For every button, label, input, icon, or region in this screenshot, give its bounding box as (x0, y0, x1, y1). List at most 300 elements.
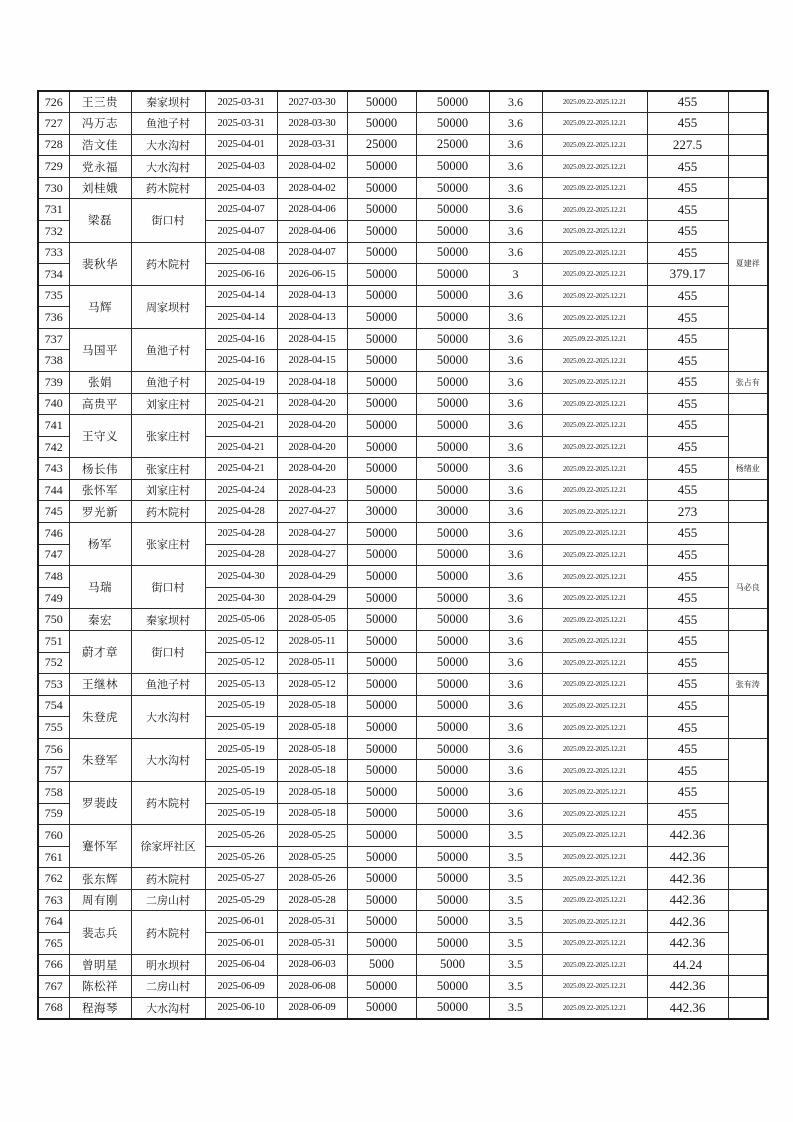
cell-end-date: 2028-05-11 (277, 652, 347, 674)
cell-village: 鱼池子村 (131, 372, 205, 394)
cell-loan-balance: 50000 (416, 976, 489, 998)
cell-seq: 744 (38, 479, 69, 501)
cell-end-date: 2028-04-27 (277, 544, 347, 566)
table-row (38, 825, 768, 847)
cell-loan-balance: 50000 (416, 156, 489, 178)
cell-seq: 735 (38, 285, 69, 307)
table-row (38, 328, 768, 350)
cell-loan-amount: 50000 (347, 350, 416, 372)
cell-seq: 768 (38, 997, 69, 1019)
cell-interest-amount: 455 (647, 350, 728, 372)
cell-seq: 740 (38, 393, 69, 415)
cell-end-date: 2028-04-02 (277, 177, 347, 199)
cell-village: 明水坝村 (131, 954, 205, 976)
cell-end-date: 2028-05-31 (277, 933, 347, 955)
cell-interest-period: 2025.09.22-2025.12.21 (542, 285, 647, 307)
cell-loan-balance: 50000 (416, 544, 489, 566)
cell-note (728, 997, 768, 1019)
cell-loan-amount: 50000 (347, 760, 416, 782)
cell-interest-amount: 442.36 (647, 868, 728, 890)
cell-start-date: 2025-04-03 (205, 156, 277, 178)
cell-interest-period: 2025.09.22-2025.12.21 (542, 220, 647, 242)
cell-loan-balance: 50000 (416, 285, 489, 307)
cell-note: 杨绪业 (728, 458, 768, 480)
cell-rate: 3.5 (489, 976, 542, 998)
cell-start-date: 2025-06-01 (205, 933, 277, 955)
table-row (38, 156, 768, 178)
cell-loan-balance: 50000 (416, 177, 489, 199)
cell-interest-amount: 44.24 (647, 954, 728, 976)
cell-rate: 3 (489, 264, 542, 286)
cell-village: 药木院村 (131, 177, 205, 199)
loan-record-table (37, 90, 769, 1020)
cell-interest-amount: 455 (647, 177, 728, 199)
cell-loan-amount: 30000 (347, 501, 416, 523)
cell-start-date: 2025-04-07 (205, 199, 277, 221)
cell-loan-amount: 50000 (347, 976, 416, 998)
cell-end-date: 2028-04-27 (277, 523, 347, 545)
cell-seq: 737 (38, 328, 69, 350)
cell-rate: 3.6 (489, 328, 542, 350)
cell-seq: 734 (38, 264, 69, 286)
cell-interest-amount: 455 (647, 479, 728, 501)
cell-note (728, 91, 768, 113)
cell-loan-balance: 50000 (416, 652, 489, 674)
cell-rate: 3.6 (489, 91, 542, 113)
cell-loan-balance: 50000 (416, 328, 489, 350)
cell-start-date: 2025-05-06 (205, 609, 277, 631)
table-row (38, 630, 768, 652)
cell-loan-amount: 50000 (347, 997, 416, 1019)
cell-loan-amount: 5000 (347, 954, 416, 976)
cell-start-date: 2025-06-10 (205, 997, 277, 1019)
table-row (38, 458, 768, 480)
table-row (38, 177, 768, 199)
cell-loan-amount: 50000 (347, 803, 416, 825)
cell-start-date: 2025-03-31 (205, 113, 277, 135)
cell-rate: 3.5 (489, 825, 542, 847)
cell-end-date: 2028-03-31 (277, 134, 347, 156)
cell-interest-amount: 455 (647, 436, 728, 458)
cell-loan-balance: 50000 (416, 393, 489, 415)
cell-note (728, 177, 768, 199)
cell-end-date: 2028-04-20 (277, 458, 347, 480)
cell-loan-balance: 50000 (416, 587, 489, 609)
cell-name: 党永福 (69, 156, 131, 178)
cell-interest-period: 2025.09.22-2025.12.21 (542, 91, 647, 113)
cell-rate: 3.6 (489, 436, 542, 458)
cell-rate: 3.6 (489, 220, 542, 242)
cell-note (728, 113, 768, 135)
cell-start-date: 2025-04-14 (205, 307, 277, 329)
cell-village: 大水沟村 (131, 997, 205, 1019)
cell-seq: 767 (38, 976, 69, 998)
cell-rate: 3.5 (489, 997, 542, 1019)
cell-note (728, 285, 768, 328)
cell-loan-balance: 50000 (416, 199, 489, 221)
cell-interest-period: 2025.09.22-2025.12.21 (542, 997, 647, 1019)
cell-note (728, 415, 768, 458)
cell-loan-amount: 50000 (347, 782, 416, 804)
cell-start-date: 2025-05-19 (205, 782, 277, 804)
cell-interest-period: 2025.09.22-2025.12.21 (542, 479, 647, 501)
cell-loan-balance: 50000 (416, 523, 489, 545)
cell-interest-amount: 379.17 (647, 264, 728, 286)
cell-interest-period: 2025.09.22-2025.12.21 (542, 674, 647, 696)
cell-interest-period: 2025.09.22-2025.12.21 (542, 199, 647, 221)
cell-end-date: 2028-04-20 (277, 393, 347, 415)
cell-seq: 762 (38, 868, 69, 890)
cell-interest-amount: 442.36 (647, 889, 728, 911)
cell-village: 鱼池子村 (131, 113, 205, 135)
cell-end-date: 2028-04-23 (277, 479, 347, 501)
cell-village: 药木院村 (131, 911, 205, 954)
cell-village: 大水沟村 (131, 156, 205, 178)
cell-interest-amount: 455 (647, 630, 728, 652)
cell-interest-period: 2025.09.22-2025.12.21 (542, 587, 647, 609)
cell-interest-period: 2025.09.22-2025.12.21 (542, 156, 647, 178)
cell-note (728, 523, 768, 566)
cell-interest-period: 2025.09.22-2025.12.21 (542, 113, 647, 135)
cell-end-date: 2026-06-15 (277, 264, 347, 286)
cell-rate: 3.6 (489, 134, 542, 156)
cell-name: 王继林 (69, 674, 131, 696)
cell-note (728, 609, 768, 631)
cell-loan-amount: 50000 (347, 738, 416, 760)
cell-loan-amount: 50000 (347, 264, 416, 286)
cell-note (728, 695, 768, 738)
cell-loan-amount: 50000 (347, 566, 416, 588)
table-row (38, 997, 768, 1019)
cell-interest-period: 2025.09.22-2025.12.21 (542, 868, 647, 890)
cell-end-date: 2028-04-20 (277, 415, 347, 437)
cell-interest-period: 2025.09.22-2025.12.21 (542, 458, 647, 480)
table-row (38, 134, 768, 156)
cell-loan-amount: 50000 (347, 156, 416, 178)
cell-village: 街口村 (131, 199, 205, 242)
cell-end-date: 2028-06-09 (277, 997, 347, 1019)
cell-rate: 3.5 (489, 868, 542, 890)
cell-end-date: 2028-04-20 (277, 436, 347, 458)
cell-seq: 748 (38, 566, 69, 588)
cell-loan-balance: 30000 (416, 501, 489, 523)
cell-loan-balance: 5000 (416, 954, 489, 976)
cell-loan-balance: 50000 (416, 738, 489, 760)
cell-loan-balance: 50000 (416, 695, 489, 717)
cell-rate: 3.6 (489, 587, 542, 609)
cell-end-date: 2028-04-06 (277, 199, 347, 221)
cell-loan-amount: 50000 (347, 889, 416, 911)
cell-village: 大水沟村 (131, 695, 205, 738)
cell-start-date: 2025-04-03 (205, 177, 277, 199)
cell-name: 朱登虎 (69, 695, 131, 738)
cell-seq: 764 (38, 911, 69, 933)
cell-loan-balance: 50000 (416, 717, 489, 739)
cell-loan-balance: 50000 (416, 113, 489, 135)
cell-rate: 3.6 (489, 415, 542, 437)
cell-name: 陈松祥 (69, 976, 131, 998)
cell-seq: 766 (38, 954, 69, 976)
cell-note (728, 976, 768, 998)
cell-loan-balance: 50000 (416, 372, 489, 394)
cell-village: 刘家庄村 (131, 479, 205, 501)
cell-start-date: 2025-06-09 (205, 976, 277, 998)
cell-loan-balance: 50000 (416, 868, 489, 890)
cell-seq: 726 (38, 91, 69, 113)
cell-note (728, 738, 768, 781)
cell-interest-amount: 455 (647, 717, 728, 739)
cell-interest-period: 2025.09.22-2025.12.21 (542, 544, 647, 566)
cell-interest-period: 2025.09.22-2025.12.21 (542, 760, 647, 782)
cell-end-date: 2027-03-30 (277, 91, 347, 113)
cell-start-date: 2025-05-19 (205, 803, 277, 825)
cell-note (728, 199, 768, 242)
cell-loan-balance: 50000 (416, 674, 489, 696)
cell-start-date: 2025-04-28 (205, 544, 277, 566)
cell-loan-balance: 50000 (416, 458, 489, 480)
cell-seq: 747 (38, 544, 69, 566)
cell-interest-period: 2025.09.22-2025.12.21 (542, 523, 647, 545)
table-row (38, 285, 768, 307)
cell-loan-amount: 50000 (347, 458, 416, 480)
cell-interest-amount: 455 (647, 760, 728, 782)
cell-seq: 746 (38, 523, 69, 545)
cell-interest-amount: 455 (647, 566, 728, 588)
cell-name: 秦宏 (69, 609, 131, 631)
cell-loan-amount: 50000 (347, 199, 416, 221)
cell-loan-balance: 50000 (416, 436, 489, 458)
cell-loan-balance: 25000 (416, 134, 489, 156)
cell-end-date: 2028-05-18 (277, 738, 347, 760)
table-row (38, 566, 768, 588)
cell-rate: 3.6 (489, 307, 542, 329)
cell-interest-amount: 442.36 (647, 911, 728, 933)
cell-end-date: 2028-04-02 (277, 156, 347, 178)
cell-seq: 759 (38, 803, 69, 825)
cell-interest-period: 2025.09.22-2025.12.21 (542, 436, 647, 458)
cell-start-date: 2025-04-07 (205, 220, 277, 242)
cell-end-date: 2028-04-15 (277, 350, 347, 372)
cell-rate: 3.5 (489, 954, 542, 976)
cell-seq: 739 (38, 372, 69, 394)
cell-interest-amount: 455 (647, 328, 728, 350)
cell-name: 蹇怀军 (69, 825, 131, 868)
cell-interest-period: 2025.09.22-2025.12.21 (542, 393, 647, 415)
cell-interest-amount: 455 (647, 544, 728, 566)
cell-interest-amount: 455 (647, 674, 728, 696)
cell-note (728, 328, 768, 371)
cell-village: 张家庄村 (131, 523, 205, 566)
cell-end-date: 2028-05-26 (277, 868, 347, 890)
cell-start-date: 2025-04-30 (205, 587, 277, 609)
table-row (38, 242, 768, 264)
cell-name: 梁磊 (69, 199, 131, 242)
cell-name: 杨军 (69, 523, 131, 566)
cell-loan-balance: 50000 (416, 997, 489, 1019)
cell-interest-amount: 442.36 (647, 933, 728, 955)
cell-interest-amount: 455 (647, 587, 728, 609)
cell-note (728, 782, 768, 825)
cell-start-date: 2025-05-19 (205, 738, 277, 760)
cell-loan-amount: 50000 (347, 220, 416, 242)
cell-rate: 3.6 (489, 674, 542, 696)
cell-seq: 751 (38, 630, 69, 652)
cell-start-date: 2025-05-13 (205, 674, 277, 696)
table-row (38, 954, 768, 976)
cell-start-date: 2025-04-28 (205, 523, 277, 545)
cell-loan-balance: 50000 (416, 609, 489, 631)
cell-village: 街口村 (131, 630, 205, 673)
cell-start-date: 2025-03-31 (205, 91, 277, 113)
cell-interest-amount: 273 (647, 501, 728, 523)
cell-end-date: 2028-05-31 (277, 911, 347, 933)
cell-loan-amount: 50000 (347, 868, 416, 890)
cell-interest-amount: 455 (647, 695, 728, 717)
cell-loan-balance: 50000 (416, 630, 489, 652)
cell-start-date: 2025-05-19 (205, 760, 277, 782)
cell-seq: 730 (38, 177, 69, 199)
cell-interest-amount: 455 (647, 782, 728, 804)
cell-end-date: 2028-05-11 (277, 630, 347, 652)
cell-seq: 752 (38, 652, 69, 674)
cell-seq: 753 (38, 674, 69, 696)
cell-start-date: 2025-04-24 (205, 479, 277, 501)
cell-rate: 3.6 (489, 393, 542, 415)
cell-end-date: 2028-04-29 (277, 566, 347, 588)
cell-end-date: 2028-05-18 (277, 760, 347, 782)
cell-interest-amount: 455 (647, 285, 728, 307)
cell-end-date: 2028-04-18 (277, 372, 347, 394)
cell-interest-period: 2025.09.22-2025.12.21 (542, 652, 647, 674)
cell-rate: 3.6 (489, 566, 542, 588)
cell-note: 马必良 (728, 566, 768, 609)
cell-interest-period: 2025.09.22-2025.12.21 (542, 609, 647, 631)
table-row (38, 674, 768, 696)
cell-rate: 3.6 (489, 501, 542, 523)
cell-end-date: 2028-05-25 (277, 825, 347, 847)
table-row (38, 479, 768, 501)
cell-end-date: 2028-05-18 (277, 782, 347, 804)
cell-rate: 3.5 (489, 911, 542, 933)
cell-rate: 3.6 (489, 738, 542, 760)
table-row (38, 976, 768, 998)
cell-loan-balance: 50000 (416, 264, 489, 286)
cell-start-date: 2025-05-26 (205, 846, 277, 868)
cell-interest-period: 2025.09.22-2025.12.21 (542, 630, 647, 652)
cell-interest-period: 2025.09.22-2025.12.21 (542, 242, 647, 264)
cell-loan-balance: 50000 (416, 911, 489, 933)
cell-village: 二房山村 (131, 976, 205, 998)
cell-note (728, 134, 768, 156)
cell-interest-period: 2025.09.22-2025.12.21 (542, 911, 647, 933)
cell-loan-amount: 50000 (347, 328, 416, 350)
cell-village: 药木院村 (131, 242, 205, 285)
cell-loan-balance: 50000 (416, 91, 489, 113)
cell-note (728, 868, 768, 890)
cell-interest-amount: 455 (647, 393, 728, 415)
cell-note (728, 954, 768, 976)
cell-loan-amount: 50000 (347, 113, 416, 135)
cell-interest-amount: 455 (647, 609, 728, 631)
cell-loan-balance: 50000 (416, 933, 489, 955)
cell-start-date: 2025-04-21 (205, 458, 277, 480)
cell-rate: 3.6 (489, 717, 542, 739)
cell-interest-amount: 455 (647, 415, 728, 437)
cell-village: 周家坝村 (131, 285, 205, 328)
cell-interest-period: 2025.09.22-2025.12.21 (542, 803, 647, 825)
cell-loan-amount: 50000 (347, 372, 416, 394)
cell-interest-amount: 455 (647, 113, 728, 135)
cell-loan-balance: 50000 (416, 479, 489, 501)
cell-seq: 728 (38, 134, 69, 156)
cell-seq: 761 (38, 846, 69, 868)
cell-interest-amount: 442.36 (647, 825, 728, 847)
cell-name: 马辉 (69, 285, 131, 328)
cell-rate: 3.5 (489, 889, 542, 911)
cell-interest-period: 2025.09.22-2025.12.21 (542, 717, 647, 739)
cell-seq: 763 (38, 889, 69, 911)
table-row (38, 911, 768, 933)
table-row (38, 695, 768, 717)
cell-start-date: 2025-04-21 (205, 393, 277, 415)
cell-end-date: 2028-05-28 (277, 889, 347, 911)
cell-name: 王三贵 (69, 91, 131, 113)
cell-seq: 758 (38, 782, 69, 804)
cell-village: 刘家庄村 (131, 393, 205, 415)
cell-interest-amount: 455 (647, 738, 728, 760)
cell-loan-amount: 50000 (347, 630, 416, 652)
cell-loan-amount: 50000 (347, 587, 416, 609)
cell-name: 马国平 (69, 328, 131, 371)
cell-interest-amount: 455 (647, 91, 728, 113)
cell-loan-balance: 50000 (416, 307, 489, 329)
cell-rate: 3.6 (489, 199, 542, 221)
cell-interest-amount: 455 (647, 372, 728, 394)
table-row (38, 199, 768, 221)
cell-start-date: 2025-06-01 (205, 911, 277, 933)
cell-loan-amount: 50000 (347, 717, 416, 739)
cell-loan-balance: 50000 (416, 220, 489, 242)
cell-name: 蔚才章 (69, 630, 131, 673)
cell-loan-balance: 50000 (416, 566, 489, 588)
cell-rate: 3.6 (489, 177, 542, 199)
cell-interest-period: 2025.09.22-2025.12.21 (542, 415, 647, 437)
cell-seq: 754 (38, 695, 69, 717)
cell-end-date: 2028-04-06 (277, 220, 347, 242)
cell-name: 张东辉 (69, 868, 131, 890)
cell-start-date: 2025-04-19 (205, 372, 277, 394)
cell-start-date: 2025-04-14 (205, 285, 277, 307)
cell-village: 徐家坪社区 (131, 825, 205, 868)
cell-village: 张家庄村 (131, 415, 205, 458)
cell-seq: 729 (38, 156, 69, 178)
cell-loan-amount: 50000 (347, 825, 416, 847)
cell-note (728, 393, 768, 415)
cell-note (728, 889, 768, 911)
cell-name: 张怀军 (69, 479, 131, 501)
cell-loan-balance: 50000 (416, 242, 489, 264)
table-row (38, 501, 768, 523)
table-row (38, 415, 768, 437)
cell-loan-amount: 50000 (347, 544, 416, 566)
cell-name: 高贵平 (69, 393, 131, 415)
cell-seq: 755 (38, 717, 69, 739)
cell-end-date: 2028-03-30 (277, 113, 347, 135)
cell-start-date: 2025-06-04 (205, 954, 277, 976)
cell-name: 裴志兵 (69, 911, 131, 954)
cell-end-date: 2028-05-18 (277, 695, 347, 717)
cell-rate: 3.6 (489, 630, 542, 652)
